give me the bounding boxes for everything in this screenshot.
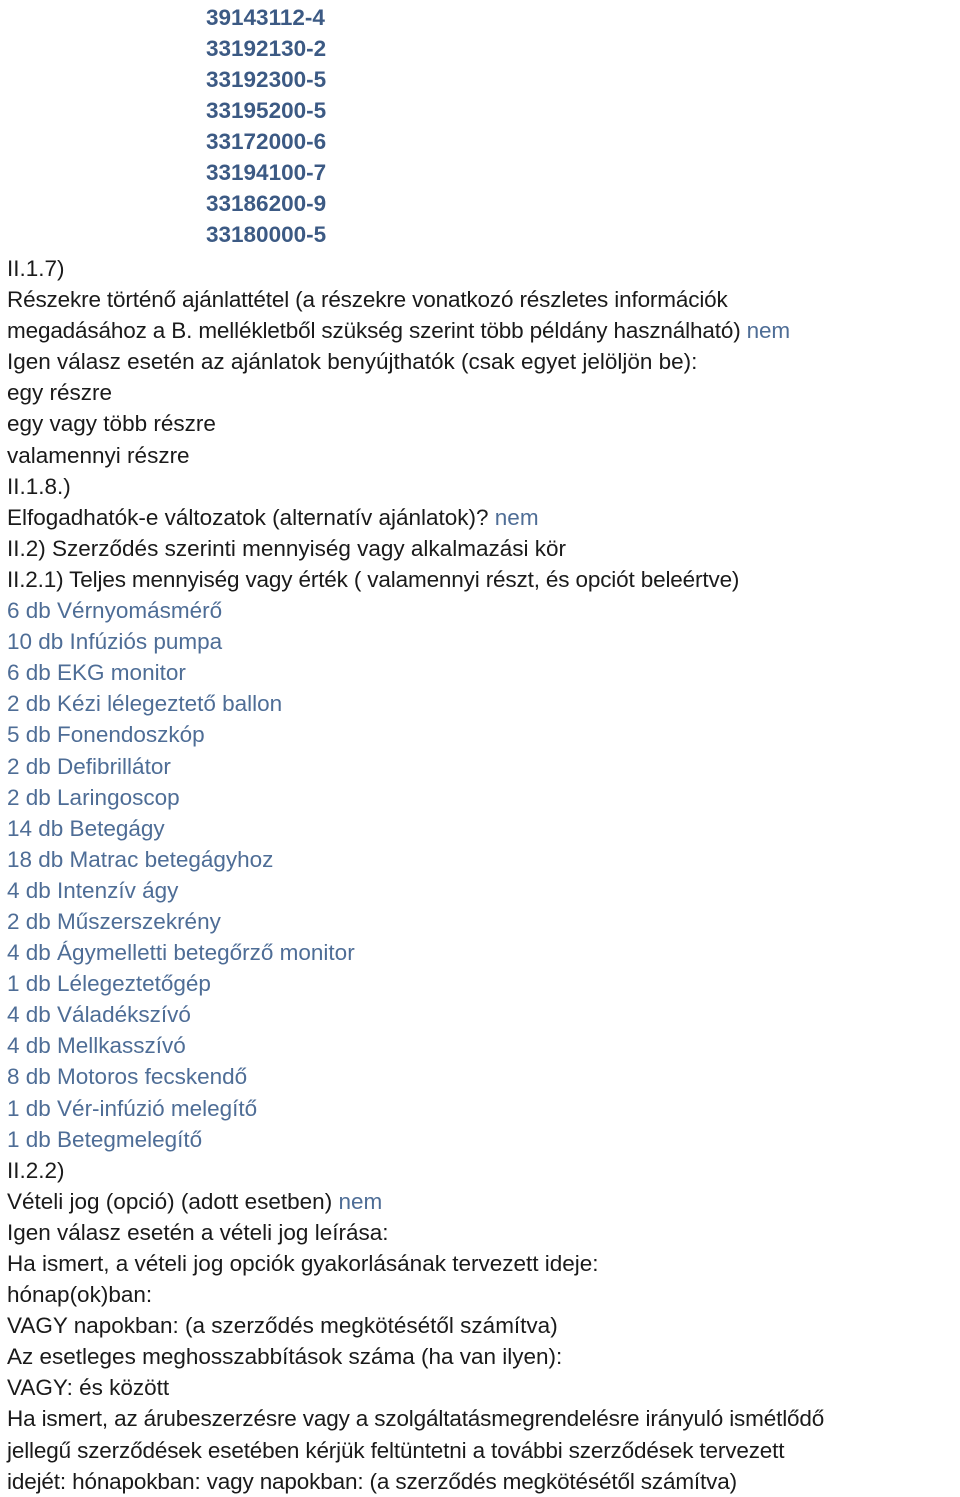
option-right-description: Igen válasz esetén a vételi jog leírása: xyxy=(7,1219,389,1245)
option-right-answer: nem xyxy=(338,1188,383,1214)
cpv-code: 33195200-5 xyxy=(206,98,327,123)
cpv-code: 33192130-2 xyxy=(206,36,327,61)
cpv-code: 33172000-6 xyxy=(206,129,327,154)
partial-option-all: valamennyi részre xyxy=(7,442,190,468)
quantity-item: 4 db Ágymelletti betegőrző monitor xyxy=(7,940,355,966)
cpv-code: 39143112-4 xyxy=(206,5,325,30)
quantity-item: 6 db Vérnyomásmérő xyxy=(7,598,223,624)
partial-bidding-text-cont xyxy=(7,315,959,346)
quantity-item: 10 db Infúziós pumpa xyxy=(7,629,223,655)
partial-bidding-answer: nem xyxy=(746,318,790,344)
recurring-contracts-text-3: idejét: hónapokban: vagy napokban: (a szerződés megkötésétől számítva) xyxy=(7,1468,737,1494)
quantity-list xyxy=(7,595,959,1155)
option-right-months: hónap(ok)ban: xyxy=(7,1282,153,1308)
option-right-days: VAGY napokban: (a szerződés megkötésétől számítva) xyxy=(7,1313,558,1339)
quantity-item: 1 db Lélegeztetőgép xyxy=(7,971,211,997)
quantity-item: 2 db Defibrillátor xyxy=(7,753,171,779)
quantity-item: 1 db Vér-infúzió melegítő xyxy=(7,1095,258,1121)
cpv-code-list xyxy=(206,2,326,250)
quantity-item: 1 db Betegmelegítő xyxy=(7,1126,203,1152)
recurring-contracts-text-2: jellegű szerződések esetében kérjük feltüntetni a további szerződések tervezett xyxy=(7,1437,785,1463)
partial-option-one: egy részre xyxy=(7,380,113,406)
partial-bidding-text: Részekre történő ajánlattétel (a részekre vonatkozó részletes információk xyxy=(7,287,728,313)
partial-option-multiple: egy vagy több részre xyxy=(7,411,216,437)
cpv-code: 33186200-9 xyxy=(206,191,327,216)
quantity-item: 2 db Kézi lélegeztető ballon xyxy=(7,691,283,717)
variants-question: Elfogadhatók-e változatok (alternatív ajánlatok)? xyxy=(7,504,489,530)
quantity-item: 18 db Matrac betegágyhoz xyxy=(7,846,274,872)
quantity-item: 2 db Műszerszekrény xyxy=(7,908,221,934)
quantity-item: 2 db Laringoscop xyxy=(7,784,180,810)
variants-answer: nem xyxy=(494,504,539,530)
extensions-range: VAGY: és között xyxy=(7,1375,170,1401)
quantity-item: 4 db Mellkasszívó xyxy=(7,1033,186,1059)
quantity-item: 8 db Motoros fecskendő xyxy=(7,1064,248,1090)
option-right-timing: Ha ismert, a vételi jog opciók gyakorlásának tervezett ideje: xyxy=(7,1251,599,1276)
section-heading-ii-1-7: II.1.7) xyxy=(7,256,65,281)
extensions-count: Az esetleges meghosszabbítások száma (ha van ilyen): xyxy=(7,1344,563,1370)
section-heading-ii-2-1: II.2.1) Teljes mennyiség vagy érték ( valamennyi részt, és opciót beleértve) xyxy=(7,566,740,592)
cpv-code: 33192300-5 xyxy=(206,67,327,92)
cpv-code: 33194100-7 xyxy=(206,160,327,185)
recurring-contracts-text: Ha ismert, az árubeszerzésre vagy a szolgáltatásmegrendelésre irányuló ismétlődő xyxy=(7,1406,825,1432)
section-heading-ii-2-2: II.2.2) xyxy=(7,1157,65,1183)
section-heading-ii-1-8: II.1.8.) xyxy=(7,473,71,499)
option-right-label: Vételi jog (opció) (adott esetben) xyxy=(7,1188,333,1214)
partial-bidding-instruction: Igen válasz esetén az ajánlatok benyújthatók (csak egyet jelöljön be): xyxy=(7,349,698,375)
quantity-item: 4 db Váladékszívó xyxy=(7,1002,191,1028)
cpv-code: 33180000-5 xyxy=(206,222,327,247)
document-body xyxy=(7,253,959,1497)
section-heading-ii-2: II.2) Szerződés szerinti mennyiség vagy alkalmazási kör xyxy=(7,535,566,561)
quantity-item: 4 db Intenzív ágy xyxy=(7,877,179,903)
variants-question-line xyxy=(7,502,959,533)
partial-bidding-text-2: megadásához a B. mellékletből szükség szerint több példány használható) xyxy=(7,318,741,344)
quantity-item: 14 db Betegágy xyxy=(7,815,165,841)
quantity-item: 6 db EKG monitor xyxy=(7,660,186,686)
option-right-line xyxy=(7,1186,959,1217)
quantity-item: 5 db Fonendoszkóp xyxy=(7,722,205,748)
